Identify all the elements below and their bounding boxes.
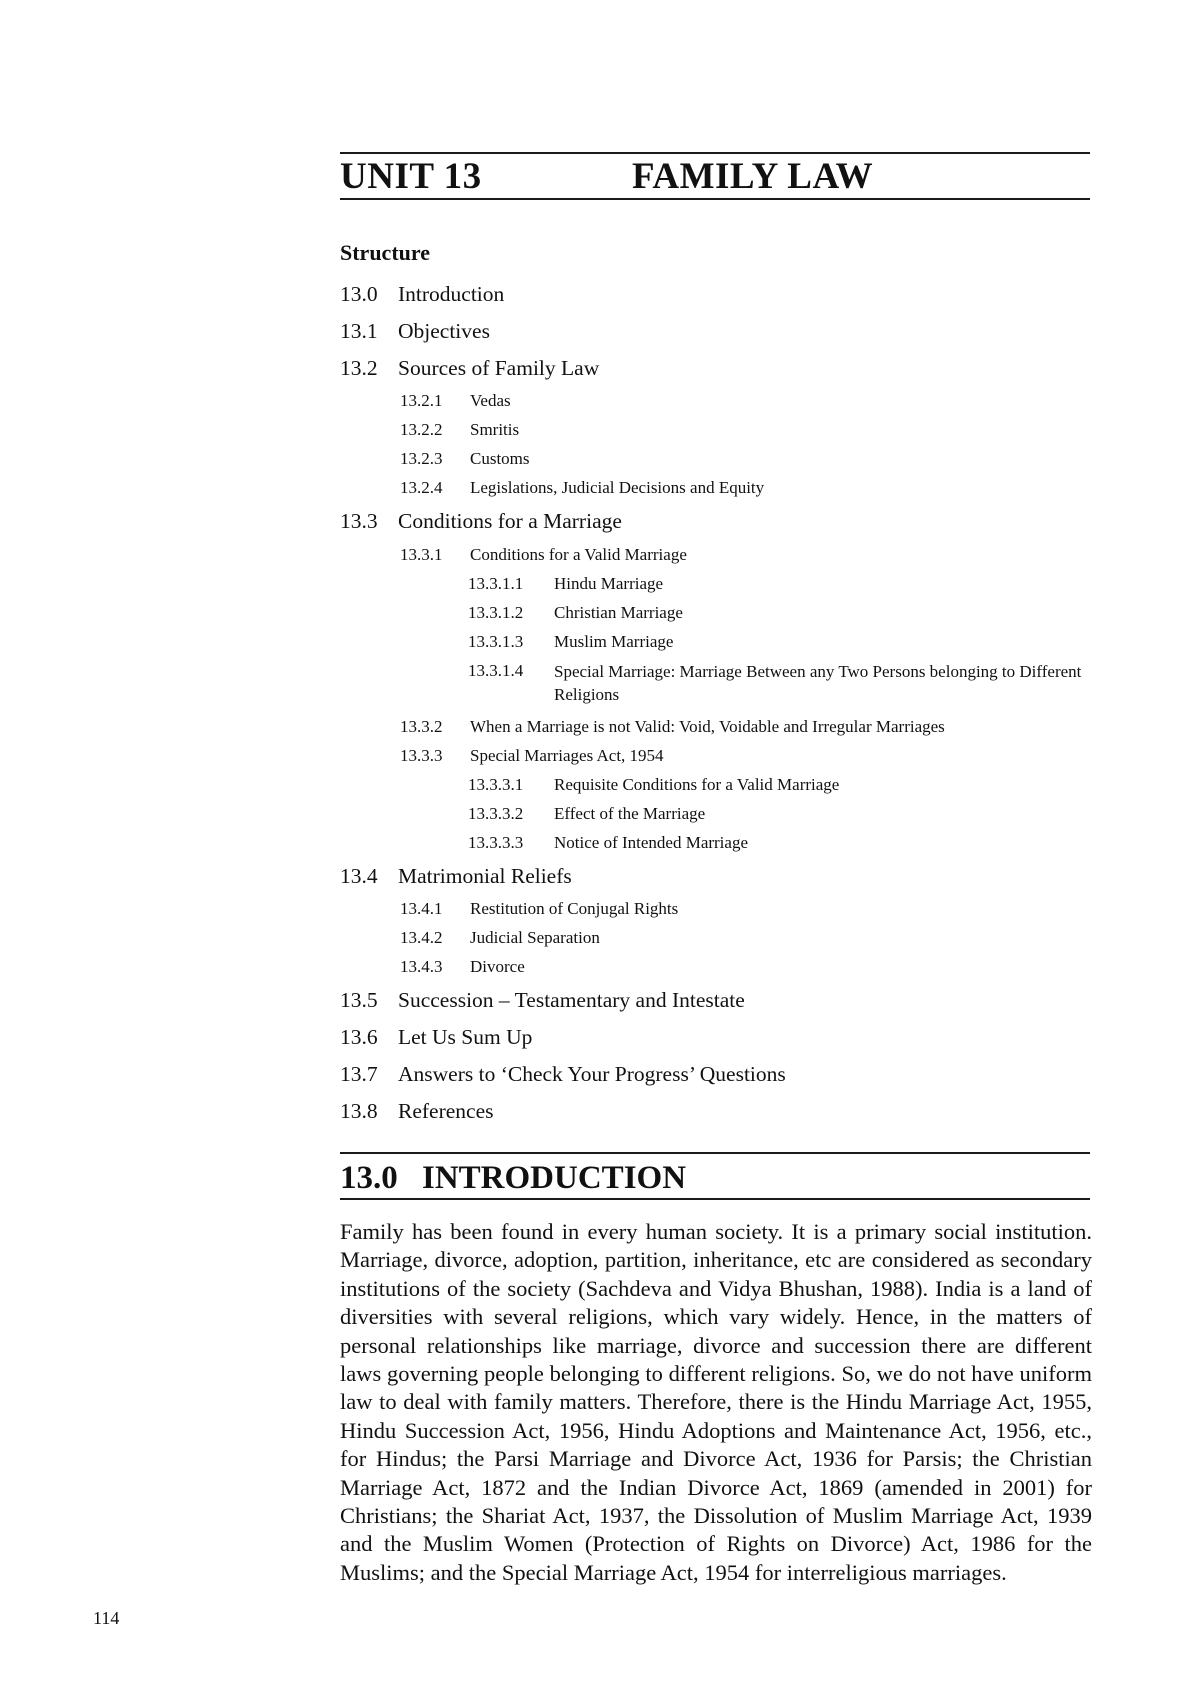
- toc-text: Special Marriages Act, 1954: [470, 746, 664, 765]
- toc-text: Sources of Family Law: [398, 356, 600, 380]
- toc-text: Conditions for a Marriage: [398, 509, 622, 533]
- toc-item-13-3-1-1: [468, 574, 663, 594]
- unit-title: [340, 155, 873, 198]
- toc-item-13-3-1-3: [468, 632, 673, 652]
- toc-num: 13.3.3.1: [468, 775, 524, 794]
- toc-text: Let Us Sum Up: [398, 1025, 533, 1049]
- toc-text: Succession – Testamentary and Intestate: [398, 988, 745, 1012]
- toc-item-13-3-3-1: [468, 775, 839, 795]
- toc-item-13-3-3: [400, 746, 664, 766]
- toc-num: 13.1: [340, 319, 378, 343]
- toc-item-13-3-1: [400, 545, 687, 565]
- toc-num: 13.3.1: [400, 545, 443, 564]
- toc-num: 13.3.1.1: [468, 574, 524, 593]
- introduction-paragraph: Family has been found in every human society. It is a primary social institution. Marriage, divorce, adoption, partition, inheritance, etc are considered as secondary institutions of the society (Sachdeva and Vidya Bhushan, 1988). India is a land of diversities with several religions, which vary widely. Hence, in the matters of personal relationships like marriage, divorce and succession there are different laws governing people belonging to different religions. So, we do not have uniform law to deal with family matters. Therefore, there is the Hindu Marriage Act, 1955, Hindu Succession Act, 1956, Hindu Adoptions and Maintenance Act, 1956, etc., for Hindus; the Parsi Marriage and Divorce Act, 1936 for Parsis; the Christian Marriage Act, 1872 and the Indian Divorce Act, 1869 (amended in 2001) for Christians; the Shariat Act, 1937, the Dissolution of Muslim Marriage Act, 1939 and the Muslim Women (Protection of Rights on Divorce) Act, 1986 for the Muslims; and the Special Marriage Act, 1954 for interreligious marriages.: [340, 1219, 1092, 1585]
- toc-text: When a Marriage is not Valid: Void, Voidable and Irregular Marriages: [470, 717, 945, 736]
- toc-item-13-4-2: [400, 928, 600, 948]
- toc-item-13-1: [340, 319, 490, 344]
- toc-item-13-3-2: [400, 717, 945, 737]
- toc-item-13-4-1: [400, 899, 678, 919]
- toc-item-13-2-3: [400, 449, 530, 469]
- toc-item-13-5: [340, 988, 745, 1013]
- structure-heading: Structure: [340, 240, 431, 265]
- section-top-rule: [340, 1152, 1090, 1154]
- toc-item-13-4-3: [400, 957, 525, 977]
- toc-num: 13.6: [340, 1025, 378, 1049]
- toc-text: Special Marriage: Marriage Between any Two Persons belonging to Different Religions: [554, 662, 1082, 704]
- toc-item-13-2-2: [400, 420, 519, 440]
- toc-item-13-2: [340, 356, 599, 381]
- page-number: 114: [93, 1608, 120, 1628]
- toc-num: 13.0: [340, 282, 378, 306]
- toc-num: 13.7: [340, 1062, 378, 1086]
- toc-num: 13.3.1.2: [468, 603, 524, 622]
- toc-num: 13.2.3: [400, 449, 443, 468]
- toc-text: Notice of Intended Marriage: [554, 833, 748, 852]
- toc-text: Muslim Marriage: [554, 632, 674, 651]
- toc-text: Objectives: [398, 319, 490, 343]
- toc-item-13-3-1-2: [468, 603, 683, 623]
- toc-item-13-7: [340, 1062, 786, 1087]
- toc-item-13-3-3-3: [468, 833, 748, 853]
- toc-item-13-0: [340, 282, 504, 307]
- toc-text: Christian Marriage: [554, 603, 683, 622]
- section-title: INTRODUCTION: [422, 1160, 687, 1196]
- toc-num: 13.3: [340, 509, 378, 533]
- toc-text: Effect of the Marriage: [554, 804, 706, 823]
- toc-text: Vedas: [470, 391, 511, 410]
- toc-item-13-8: [340, 1099, 494, 1124]
- toc-num: 13.4: [340, 864, 378, 888]
- introduction-heading: [340, 1160, 686, 1197]
- toc-item-13-4: [340, 864, 572, 889]
- toc-num: 13.3.3.3: [468, 833, 524, 852]
- toc-text: Conditions for a Valid Marriage: [470, 545, 687, 564]
- toc-num: 13.3.3.2: [468, 804, 524, 823]
- toc-num: 13.2.4: [400, 478, 443, 497]
- toc-text: Answers to ‘Check Your Progress’ Questions: [398, 1062, 786, 1086]
- toc-item-13-2-4: [400, 478, 764, 498]
- toc-text: Matrimonial Reliefs: [398, 864, 572, 888]
- section-number: 13.0: [340, 1160, 398, 1196]
- toc-num: 13.5: [340, 988, 378, 1012]
- section-bottom-rule: [340, 1198, 1090, 1200]
- toc-item-13-2-1: [400, 391, 511, 411]
- toc-num: 13.4.2: [400, 928, 443, 947]
- toc-num: 13.4.3: [400, 957, 443, 976]
- toc-text: Restitution of Conjugal Rights: [470, 899, 679, 918]
- toc-text: Smritis: [470, 420, 520, 439]
- toc-item-13-6: [340, 1025, 532, 1050]
- toc-item-13-3: [340, 509, 622, 534]
- toc-item-13-3-3-2: [468, 804, 705, 824]
- toc-text: Hindu Marriage: [554, 574, 664, 593]
- toc-num: 13.2: [340, 356, 378, 380]
- toc-num: 13.3.1.4: [468, 661, 524, 680]
- toc-num: 13.2.1: [400, 391, 443, 410]
- toc-item-13-3-1-4: [468, 661, 1104, 707]
- toc-text: Introduction: [398, 282, 505, 306]
- title-top-rule: [340, 152, 1090, 154]
- toc-text: Requisite Conditions for a Valid Marriage: [554, 775, 840, 794]
- toc-num: 13.3.3: [400, 746, 443, 765]
- toc-num: 13.8: [340, 1099, 378, 1123]
- toc-num: 13.3.1.3: [468, 632, 524, 651]
- toc-text: References: [398, 1099, 494, 1123]
- toc-num: 13.2.2: [400, 420, 443, 439]
- toc-num: 13.4.1: [400, 899, 443, 918]
- title-bottom-rule: [340, 198, 1090, 200]
- toc-text: Legislations, Judicial Decisions and Equity: [470, 478, 765, 497]
- toc-text: Judicial Separation: [470, 928, 600, 947]
- toc-text: Divorce: [470, 957, 525, 976]
- toc-text: Customs: [470, 449, 530, 468]
- unit-name: FAMILY LAW: [632, 156, 874, 197]
- unit-number: UNIT 13: [340, 156, 482, 197]
- toc-num: 13.3.2: [400, 717, 443, 736]
